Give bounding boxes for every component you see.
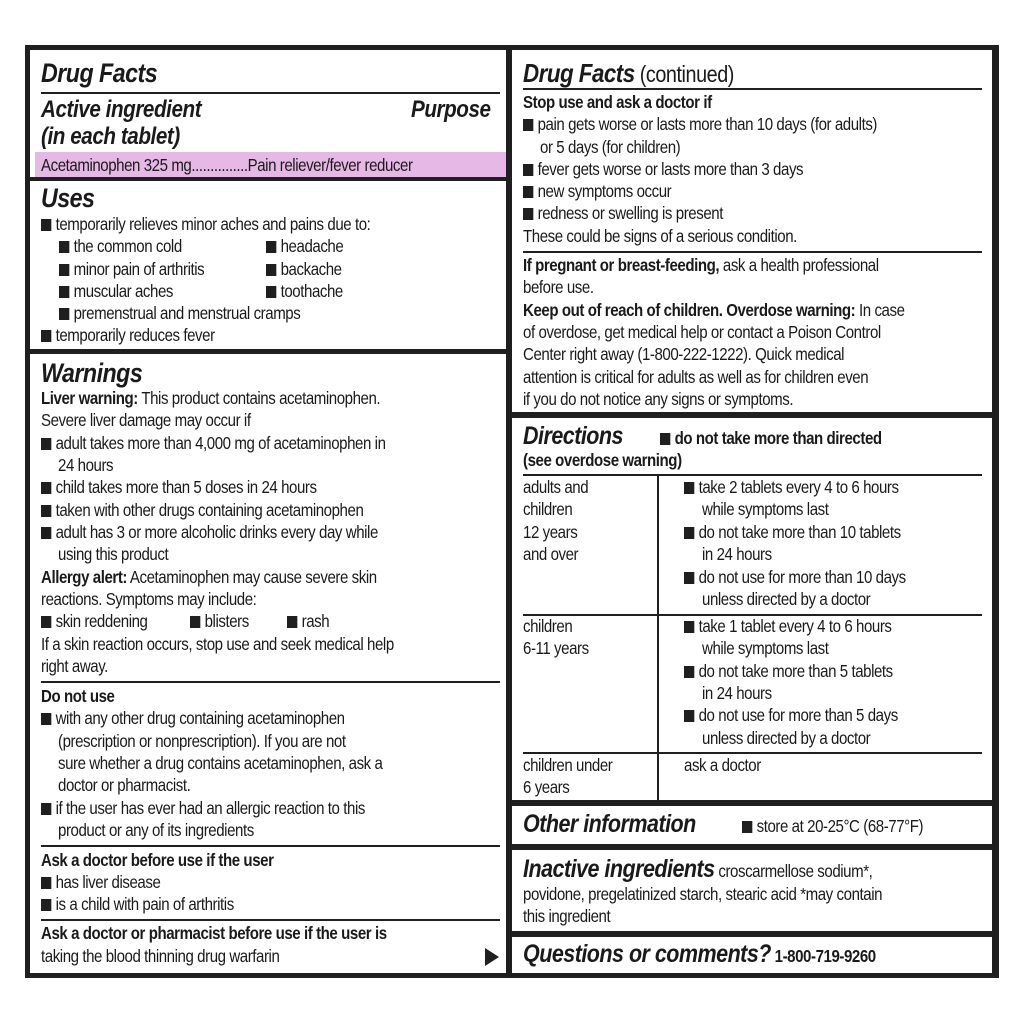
divider	[41, 845, 500, 847]
ask-pharmacist-text: taking the blood thinning drug warfarin	[41, 946, 280, 966]
do-not-use-heading: Do not use	[41, 686, 115, 706]
bullet-square-icon	[684, 572, 694, 584]
dose-cont: while symptoms last	[702, 638, 829, 658]
drug-facts-continued-panel	[512, 50, 992, 412]
bullet-square-icon	[41, 527, 51, 539]
uses-item: the common cold	[59, 235, 202, 257]
dose-cont: while symptoms last	[702, 499, 829, 519]
dose-item: do not take more than 10 tablets	[684, 521, 936, 543]
pregnant-warning: If pregnant or breast-feeding, ask a health professional	[523, 255, 879, 275]
bullet-square-icon	[41, 482, 51, 494]
symptom-item: blisters	[190, 610, 258, 632]
uses-item: minor pain of arthritis	[59, 258, 228, 280]
bullet-square-icon	[287, 616, 297, 628]
bullet-square-icon	[59, 264, 69, 276]
divider	[41, 681, 500, 683]
dose-cont: in 24 hours	[702, 683, 772, 703]
other-information-panel	[512, 806, 992, 844]
dose-cont: unless directed by a doctor	[702, 728, 871, 748]
inactive-ingredients-line: Inactive ingredients croscarmellose sodium*,	[523, 855, 873, 883]
age-group-cell: children under	[523, 755, 613, 775]
bullet-square-icon	[190, 616, 200, 628]
phone-number: 1-800-719-9260	[770, 946, 876, 966]
symptom-item: skin reddening	[41, 610, 165, 632]
age-group-cell: 12 years	[523, 522, 578, 542]
do-not-use-item: if the user has ever had an allergic reaction to this	[41, 797, 418, 819]
bullet-square-icon	[684, 482, 694, 494]
warnings-heading: Warnings	[41, 358, 143, 388]
bullet-square-icon	[684, 710, 694, 722]
age-group-cell: 6-11 years	[523, 638, 589, 658]
bullet-square-icon	[41, 803, 51, 815]
uses-intro: temporarily relieves minor aches and pains due to:	[41, 213, 424, 235]
bullet-square-icon	[523, 164, 533, 176]
bullet-square-icon	[523, 186, 533, 198]
drug-facts-title: Drug Facts	[41, 58, 158, 88]
overdose-line: attention is critical for adults as well as for children even	[523, 367, 869, 387]
bullet-square-icon	[660, 433, 670, 445]
bullet-square-icon	[266, 241, 276, 253]
overdose-line: of overdose, get medical help or contact a Poison Control	[523, 322, 881, 342]
symptom-item: rash	[287, 610, 336, 632]
liver-item: taken with other drugs containing acetaminophen	[41, 499, 416, 521]
purpose-heading: Purpose	[411, 96, 491, 123]
bullet-square-icon	[684, 621, 694, 633]
do-not-use-cont: doctor or pharmacist.	[58, 775, 191, 795]
active-ingredient-row: Acetaminophen 325 mg...............Pain reliever/fever reducer	[41, 155, 413, 175]
bullet-square-icon	[684, 527, 694, 539]
questions-line: Questions or comments? 1-800-719-9260	[523, 940, 876, 968]
skin-reaction-text: If a skin reaction occurs, stop use and seek medical help	[41, 634, 394, 654]
uses-panel	[30, 181, 506, 349]
bullet-square-icon	[742, 821, 752, 833]
liver-item-cont: 24 hours	[58, 455, 114, 475]
do-not-use-cont: sure whether a drug contains acetaminophen, ask a	[58, 753, 383, 773]
uses-item: toothache	[266, 280, 355, 302]
inactive-ingredients-panel	[512, 850, 992, 931]
dose-cont: in 24 hours	[702, 544, 772, 564]
continue-arrow-icon	[485, 948, 499, 966]
overdose-line: if you do not notice any signs or symptoms.	[523, 389, 794, 409]
do-not-use-item: with any other drug containing acetaminophen	[41, 707, 394, 729]
liver-warning: Liver warning: This product contains acetaminophen.	[41, 388, 381, 408]
dose-item: do not take more than 5 tablets	[684, 660, 927, 682]
bullet-square-icon	[59, 308, 69, 320]
age-group-cell: children	[523, 499, 573, 519]
uses-item: backache	[266, 258, 354, 280]
directions-panel	[512, 418, 992, 800]
stop-use-item: new symptoms occur	[523, 180, 695, 202]
bullet-square-icon	[523, 119, 533, 131]
uses-item: muscular aches	[59, 280, 192, 302]
drug-facts-continued-title: Drug Facts (continued)	[523, 58, 734, 88]
allergy-alert-line: reactions. Symptoms may include:	[41, 589, 257, 609]
bullet-square-icon	[41, 438, 51, 450]
active-ingredient-panel	[30, 50, 506, 177]
pregnant-warning-line: before use.	[523, 277, 594, 297]
divider	[41, 919, 500, 921]
do-not-use-cont: product or any of its ingredients	[58, 820, 254, 840]
stop-use-cont: or 5 days (for children)	[540, 137, 681, 157]
bullet-square-icon	[41, 713, 51, 725]
bullet-square-icon	[41, 899, 51, 911]
dose-item: take 2 tablets every 4 to 6 hours	[684, 476, 934, 498]
do-not-use-cont: (prescription or nonprescription). If you are not	[58, 731, 346, 751]
stop-use-item: fever gets worse or lasts more than 3 days	[523, 158, 849, 180]
uses-item: headache	[266, 235, 356, 257]
bullet-square-icon	[684, 666, 694, 678]
inactive-ingredients-line: this ingredient	[523, 906, 611, 926]
age-group-cell: children	[523, 616, 573, 636]
liver-item: adult has 3 or more alcoholic drinks every day while	[41, 521, 433, 543]
liver-item: adult takes more than 4,000 mg of acetaminophen in	[41, 432, 442, 454]
stop-use-item: pain gets worse or lasts more than 10 days (for adults)	[523, 113, 935, 135]
bullet-square-icon	[41, 616, 51, 628]
dose-item: take 1 tablet every 4 to 6 hours	[684, 615, 925, 637]
overdose-line: Center right away (1-800-222-1222). Quick medical	[523, 344, 845, 364]
ask-doctor-item: is a child with pain of arthritis	[41, 893, 265, 915]
bullet-square-icon	[266, 264, 276, 276]
allergy-alert: Allergy alert: Acetaminophen may cause severe skin	[41, 567, 377, 587]
active-ingredient-subheading: (in each tablet)	[41, 123, 180, 150]
uses-heading: Uses	[41, 183, 95, 213]
divider	[41, 92, 500, 94]
inactive-ingredients-line: povidone, pregelatinized starch, stearic acid *may contain	[523, 884, 883, 904]
divider	[523, 88, 982, 90]
bullet-square-icon	[41, 505, 51, 517]
active-ingredient-heading: Active ingredient	[41, 96, 202, 123]
skin-reaction-text: right away.	[41, 656, 108, 676]
questions-panel	[512, 937, 992, 973]
liver-warning-line: Severe liver damage may occur if	[41, 410, 251, 430]
age-group-cell: adults and	[523, 477, 589, 497]
divider	[523, 251, 982, 253]
stop-use-note: These could be signs of a serious condition.	[523, 226, 797, 246]
stop-use-heading: Stop use and ask a doctor if	[523, 92, 712, 112]
uses-item: premenstrual and menstrual cramps	[59, 302, 340, 324]
directions-note: do not take more than directed	[660, 427, 918, 449]
bullet-square-icon	[59, 241, 69, 253]
warnings-panel	[30, 354, 506, 973]
ask-pharmacist-heading: Ask a doctor or pharmacist before use if the user is	[41, 923, 387, 943]
bullet-square-icon	[41, 219, 51, 231]
dose-item: do not use for more than 10 days	[684, 566, 942, 588]
ask-doctor-heading: Ask a doctor before use if the user	[41, 850, 274, 870]
ask-doctor-item: has liver disease	[41, 871, 180, 893]
drug-facts-label	[25, 45, 999, 978]
liver-item: child takes more than 5 doses in 24 hours	[41, 476, 361, 498]
bullet-square-icon	[266, 286, 276, 298]
age-group-cell: and over	[523, 544, 579, 564]
other-information-heading: Other information	[523, 810, 696, 838]
dose-item: ask a doctor	[684, 755, 761, 775]
directions-heading: Directions	[523, 422, 623, 450]
dose-item: do not use for more than 5 days	[684, 704, 933, 726]
bullet-square-icon	[523, 208, 533, 220]
stop-use-item: redness or swelling is present	[523, 202, 756, 224]
dose-cont: unless directed by a doctor	[702, 589, 871, 609]
liver-item-cont: using this product	[58, 544, 169, 564]
storage-item: store at 20-25°C (68-77°F)	[742, 815, 953, 837]
bullet-square-icon	[41, 330, 51, 342]
age-group-cell: 6 years	[523, 777, 570, 797]
keep-out-warning: Keep out of reach of children. Overdose warning: In case	[523, 300, 905, 320]
bullet-square-icon	[41, 877, 51, 889]
bullet-square-icon	[59, 286, 69, 298]
directions-note-line: (see overdose warning)	[523, 450, 682, 470]
uses-item: temporarily reduces fever	[41, 324, 243, 346]
